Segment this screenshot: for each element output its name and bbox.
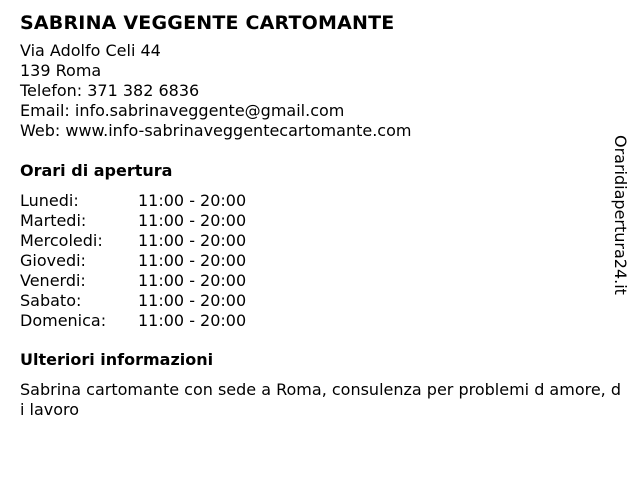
hours-time: 11:00 - 20:00 xyxy=(138,231,247,250)
hours-day: Domenica: xyxy=(20,311,107,330)
business-name: SABRINA VEGGENTE CARTOMANTE xyxy=(20,12,395,34)
hours-time: 11:00 - 20:00 xyxy=(138,271,247,290)
hours-time: 11:00 - 20:00 xyxy=(138,291,247,310)
opening-hours-table xyxy=(20,191,620,331)
hours-time: 11:00 - 20:00 xyxy=(138,251,247,270)
address-street: Via Adolfo Celi 44 xyxy=(20,41,161,60)
hours-day: Sabato: xyxy=(20,291,82,310)
phone-line: Telefon: 371 382 6836 xyxy=(20,81,200,100)
hours-row-giovedi xyxy=(20,251,620,271)
site-watermark: Oraridiapertura24.it xyxy=(611,135,630,295)
hours-time: 11:00 - 20:00 xyxy=(138,211,247,230)
hours-row-martedi xyxy=(20,211,620,231)
hours-row-mercoledi xyxy=(20,231,620,251)
address-city: 139 Roma xyxy=(20,61,102,80)
hours-row-lunedi xyxy=(20,191,620,211)
hours-row-domenica xyxy=(20,311,620,331)
hours-day: Giovedi: xyxy=(20,251,86,270)
hours-row-sabato xyxy=(20,291,620,311)
hours-time: 11:00 - 20:00 xyxy=(138,191,247,210)
hours-day: Mercoledi: xyxy=(20,231,103,250)
email-line: Email: info.sabrinaveggente@gmail.com xyxy=(20,101,345,120)
hours-row-venerdi xyxy=(20,271,620,291)
opening-hours-heading: Orari di apertura xyxy=(20,161,173,180)
web-line: Web: www.info-sabrinaveggentecartomante.com xyxy=(20,121,412,140)
hours-day: Martedi: xyxy=(20,211,87,230)
hours-time: 11:00 - 20:00 xyxy=(138,311,247,330)
business-description: Sabrina cartomante con sede a Roma, consulenza per problemi d amore, di lavoro xyxy=(20,380,622,419)
more-info-heading: Ulteriori informazioni xyxy=(20,350,214,369)
hours-day: Venerdi: xyxy=(20,271,86,290)
hours-day: Lunedi: xyxy=(20,191,79,210)
business-card xyxy=(20,11,620,420)
